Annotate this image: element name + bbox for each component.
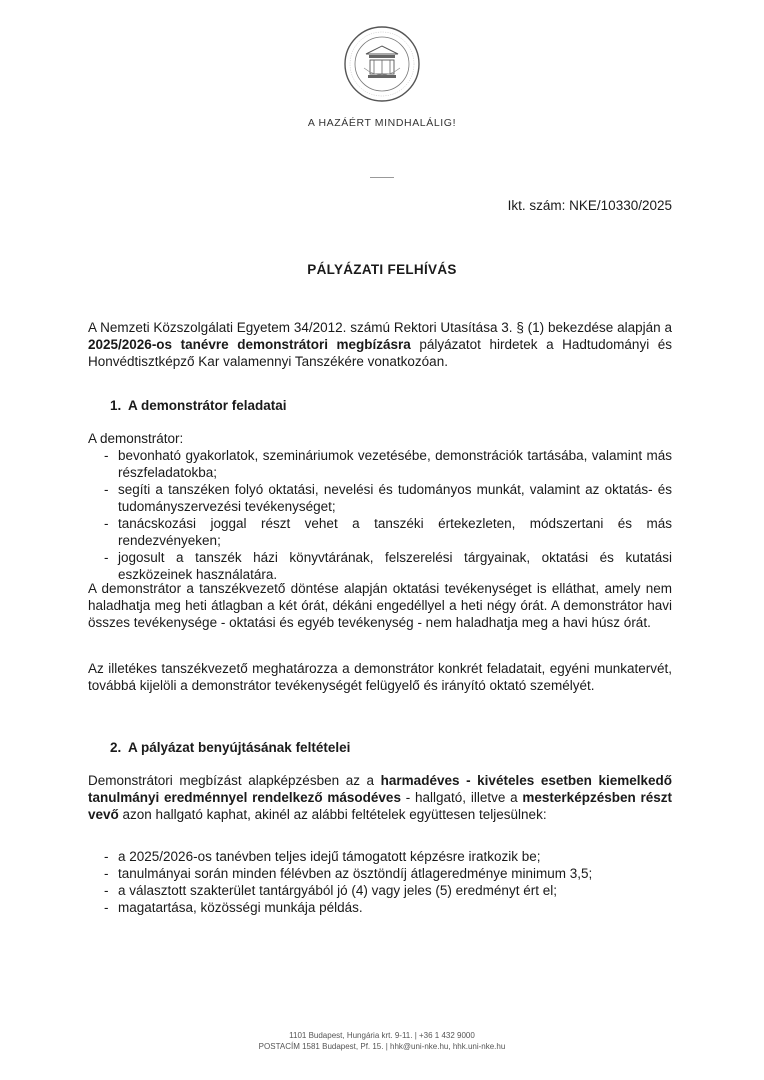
section-1-body <box>88 430 672 583</box>
section-1-heading <box>110 398 287 413</box>
list-item: - a 2025/2026-os tanévben teljes idejű támogatott képzésre iratkozik be; <box>88 848 672 865</box>
header-divider <box>370 177 394 178</box>
list-item: - tanácskozási joggal részt vehet a tanszéki értekezleten, módszertani és más rendezvényeken; <box>88 515 672 549</box>
list-item: - segíti a tanszéken folyó oktatási, nevelési és tudományos munkát, valamint az oktatás- és tudományszervezési tevékenységet; <box>88 481 672 515</box>
list-item: - magatartása, közösségi munkája példás. <box>88 899 672 916</box>
section-2-intro: Demonstrátori megbízást alapképzésben az a harmadéves - kivételes esetben kiemelkedő tanulmányi eredménnyel rendelkező másodéves - hallgató, illetve a mesterképzésben részt vevő azon hallgató kaphat, akinél az alábbi feltételek együttesen teljesülnek: <box>88 773 673 822</box>
list-item: - a választott szakterület tantárgyából jó (4) vagy jeles (5) eredményt ért el; <box>88 882 672 899</box>
section-2-condition-list <box>88 848 672 916</box>
reference-number: Ikt. szám: NKE/10330/2025 <box>507 198 672 213</box>
footer-postal-contact: POSTACÍM 1581 Budapest, Pf. 15. | hhk@uni-nke.hu, hhk.uni-nke.hu <box>258 1042 506 1051</box>
section-1-task-list <box>88 447 672 583</box>
university-motto: A HAZÁÉRT MINDHALÁLIG! <box>307 117 457 129</box>
section-1-title: A demonstrátor feladatai <box>128 398 287 413</box>
section-2-heading <box>110 740 350 755</box>
section-1-number: 1. <box>110 398 122 413</box>
section-2-number: 2. <box>110 740 122 755</box>
section-1-paragraph-2: Az illetékes tanszékvezető meghatározza a demonstrátor konkrét feladatait, egyéni munkatervét, továbbá kijelöli a demonstrátor tevékenységét felügyelő és irányító oktató személyét. <box>88 661 672 693</box>
page-footer <box>0 1030 764 1052</box>
section-2-title: A pályázat benyújtásának feltételei <box>128 740 351 755</box>
list-item: - jogosult a tanszék házi könyvtárának, felszerelési tárgyainak, oktatási és kutatási eszközeinek használatára. <box>88 549 672 583</box>
intro-paragraph: A Nemzeti Közszolgálati Egyetem 34/2012. számú Rektori Utasítása 3. § (1) bekezdése alapján a 2025/2026-os tanévre demonstrátori megbízásra pályázatot hirdetek a Hadtudományi és Honvédtisztképző Kar valamennyi Tanszékére vonatkozóan. <box>88 320 673 369</box>
footer-address: 1101 Budapest, Hungária krt. 9-11. | +36 1 432 9000 <box>289 1031 475 1040</box>
section-1-lead: A demonstrátor: <box>88 431 184 446</box>
section-1-paragraph-1: A demonstrátor a tanszékvezető döntése alapján oktatási tevékenységet is elláthat, amely nem haladhatja meg heti átlagban a két órát, dékáni engedéllyel a heti négy órát. A demonstrátor havi összes tevékenysége - oktatási és egyéb tevékenység - nem haladhatja meg a havi húsz órát. <box>88 581 672 630</box>
section-2-conditions <box>88 848 672 916</box>
list-item: - tanulmányai során minden félévben az ösztöndíj átlageredménye minimum 3,5; <box>88 865 672 882</box>
document-title: PÁLYÁZATI FELHÍVÁS <box>307 262 457 277</box>
university-seal-logo <box>342 24 422 104</box>
list-item: - bevonható gyakorlatok, szemináriumok vezetésébe, demonstrációk tartásába, valamint más részfeladatokba; <box>88 447 672 481</box>
